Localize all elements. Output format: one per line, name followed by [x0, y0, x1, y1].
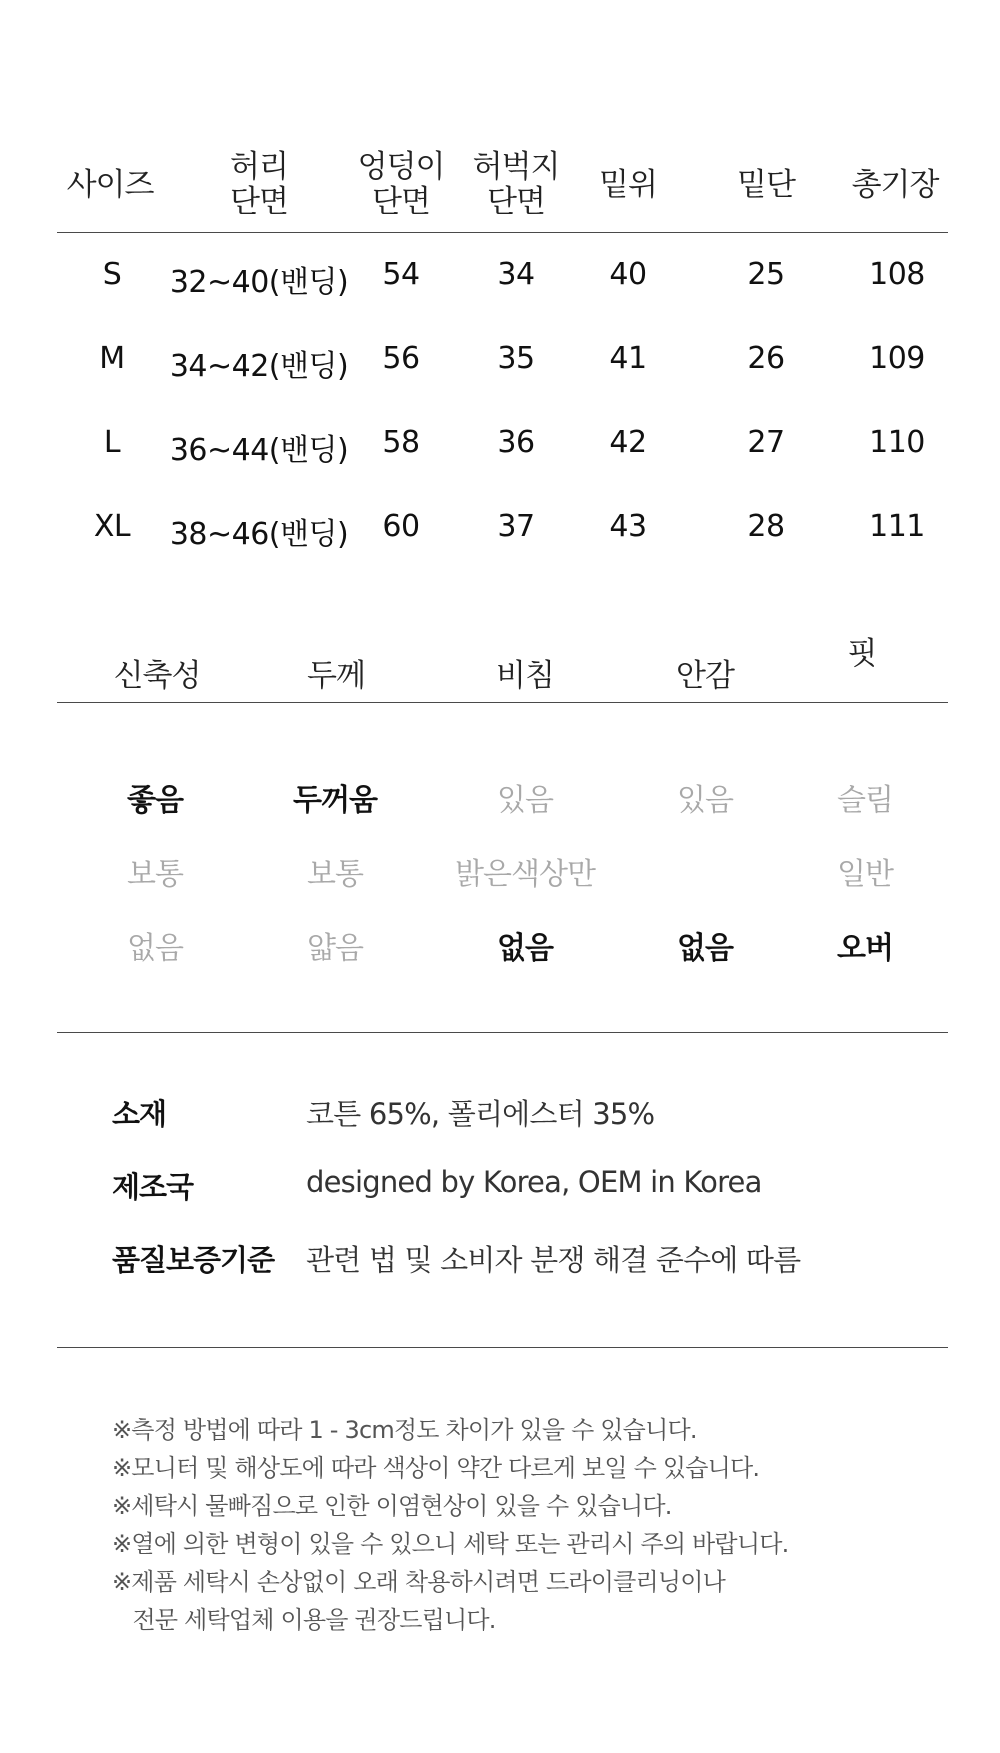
- guide-option: 밝은색상만: [455, 857, 595, 892]
- size-cell: 26: [747, 341, 785, 376]
- guide-option: 없음: [497, 931, 553, 966]
- size-cell: 32~40(밴딩): [169, 265, 349, 300]
- guide-option: 슬림: [837, 783, 893, 818]
- size-header-waist: [230, 150, 288, 220]
- origin-label: 제조국: [112, 1170, 194, 1204]
- size-cell: 34: [497, 257, 535, 292]
- size-cell: 43: [609, 509, 647, 544]
- note-line: ※열에 의한 변형이 있을 수 있으니 세탁 또는 관리시 주의 바랍니다.: [112, 1530, 789, 1558]
- guide-option: 오버: [837, 931, 893, 966]
- material-value: 코튼 65%, 폴리에스터 35%: [306, 1097, 655, 1131]
- guide-divider: [57, 702, 948, 703]
- guide-option: 있음: [497, 783, 553, 818]
- size-header-hip-line1: 엉덩이: [357, 149, 445, 185]
- guide-option: 없음: [127, 931, 183, 966]
- size-cell: 41: [609, 341, 647, 376]
- note-line: ※모니터 및 해상도에 따라 색상이 약간 다르게 보일 수 있습니다.: [112, 1454, 760, 1482]
- guide-option: 얇음: [307, 931, 363, 966]
- size-cell: 35: [497, 341, 535, 376]
- info-bottom-divider: [57, 1347, 948, 1348]
- guide-option: 두꺼움: [293, 783, 377, 818]
- size-cell: S: [102, 257, 122, 292]
- size-cell: 42: [609, 425, 647, 460]
- size-cell: 36~44(밴딩): [169, 433, 349, 468]
- size-cell: 56: [382, 341, 420, 376]
- size-cell: 108: [869, 257, 925, 292]
- size-cell: 34~42(밴딩): [169, 349, 349, 384]
- size-header-thigh: [473, 150, 560, 220]
- size-header-thigh-line1: 허벅지: [472, 149, 560, 185]
- guide-header-thickness: 두께: [307, 658, 365, 694]
- size-cell: 110: [869, 425, 925, 460]
- guide-option: 보통: [127, 857, 183, 892]
- origin-value: designed by Korea, OEM in Korea: [306, 1165, 762, 1199]
- size-header-thigh-line2: 단면: [487, 184, 545, 220]
- material-label: 소재: [112, 1097, 167, 1131]
- note-line: 전문 세탁업체 이용을 권장드립니다.: [112, 1606, 496, 1634]
- size-cell: M: [99, 341, 125, 376]
- guide-option: 보통: [307, 857, 363, 892]
- guide-header-stretch: 신축성: [113, 658, 201, 694]
- size-table-divider: [57, 232, 948, 233]
- warranty-value: 관련 법 및 소비자 분쟁 해결 준수에 따름: [306, 1243, 801, 1277]
- size-header-hip-line2: 단면: [372, 184, 430, 220]
- note-line: ※측정 방법에 따라 1 - 3cm정도 차이가 있을 수 있습니다.: [112, 1416, 697, 1444]
- size-cell: 60: [382, 509, 420, 544]
- size-header-hip: [358, 150, 445, 220]
- guide-header-lining: 안감: [676, 658, 734, 694]
- size-header-hem: 밑단: [737, 167, 795, 203]
- guide-header-sheerness: 비침: [496, 658, 554, 694]
- size-cell: 54: [382, 257, 420, 292]
- size-header-length: 총기장: [851, 167, 939, 203]
- size-cell: 111: [869, 509, 925, 544]
- size-header-waist-line2: 단면: [230, 184, 288, 220]
- size-cell: 109: [869, 341, 925, 376]
- size-cell: 58: [382, 425, 420, 460]
- size-header-size: 사이즈: [66, 167, 154, 203]
- size-header-waist-line1: 허리: [230, 149, 288, 185]
- size-cell: 38~46(밴딩): [169, 517, 349, 552]
- size-cell: 28: [747, 509, 785, 544]
- size-cell: 27: [747, 425, 785, 460]
- size-cell: 36: [497, 425, 535, 460]
- size-header-rise: 밑위: [599, 167, 657, 203]
- size-cell: L: [103, 425, 121, 460]
- note-line: ※제품 세탁시 손상없이 오래 착용하시려면 드라이클리닝이나: [112, 1568, 726, 1596]
- warranty-label: 품질보증기준: [112, 1243, 275, 1277]
- guide-option: 좋음: [127, 783, 183, 818]
- guide-option: 있음: [677, 783, 733, 818]
- guide-option: 일반: [837, 857, 893, 892]
- size-cell: 40: [609, 257, 647, 292]
- guide-header-fit: 핏: [847, 636, 877, 672]
- size-cell: 37: [497, 509, 535, 544]
- guide-option: 없음: [677, 931, 733, 966]
- size-cell: 25: [747, 257, 785, 292]
- size-cell: XL: [93, 509, 131, 544]
- note-line: ※세탁시 물빠짐으로 인한 이염현상이 있을 수 있습니다.: [112, 1492, 672, 1520]
- guide-bottom-divider: [57, 1032, 948, 1033]
